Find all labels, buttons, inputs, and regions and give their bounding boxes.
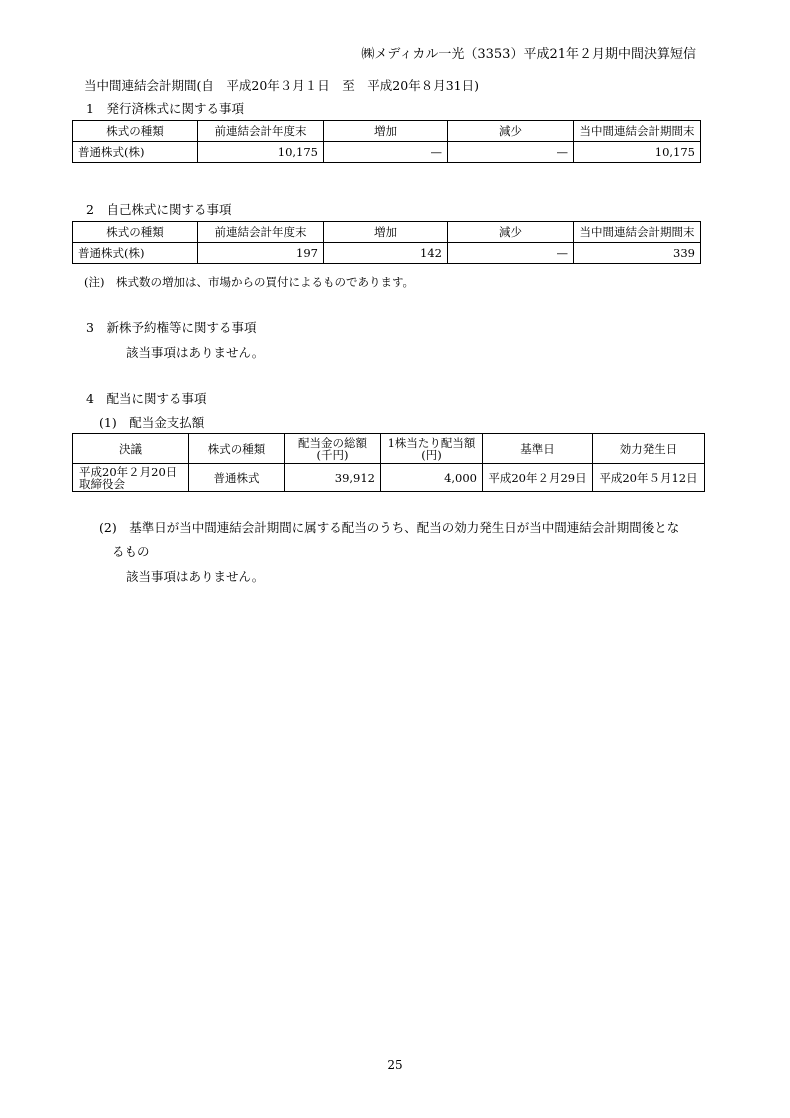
section2-title: 2 自己株式に関する事項 bbox=[86, 202, 232, 217]
header-cell: 増加 bbox=[324, 222, 448, 243]
table-cell bbox=[73, 464, 189, 492]
header-cell bbox=[285, 434, 381, 464]
header-cell: 株式の種類 bbox=[73, 222, 198, 243]
resolution-line: 平成20年２月20日 bbox=[79, 464, 178, 479]
header-cell: 決議 bbox=[73, 434, 189, 464]
header-cell: 当中間連結会計期間末 bbox=[574, 121, 701, 142]
section4-sub1-title: (1) 配当金支払額 bbox=[99, 415, 205, 430]
table-cell: — bbox=[324, 142, 448, 163]
header-cell: 株式の種類 bbox=[73, 121, 198, 142]
table-cell: — bbox=[448, 142, 574, 163]
treasury-note: (注) 株式数の増加は、市場からの買付によるものであります。 bbox=[84, 275, 415, 289]
section3-body: 該当事項はありません。 bbox=[126, 345, 265, 360]
section4-sub2-line2: るもの bbox=[112, 544, 150, 559]
table-cell: 39,912 bbox=[285, 464, 381, 492]
table-cell: 10,175 bbox=[198, 142, 324, 163]
issued-shares-table bbox=[72, 120, 701, 163]
dividend-table bbox=[72, 433, 705, 492]
header-line: (円) bbox=[421, 447, 442, 462]
section4-sub2-body: 該当事項はありません。 bbox=[126, 569, 265, 584]
header-cell: 前連結会計年度末 bbox=[198, 222, 324, 243]
resolution-line: 取締役会 bbox=[79, 476, 125, 491]
header-cell: 基準日 bbox=[483, 434, 593, 464]
table-cell: 339 bbox=[574, 243, 701, 264]
header-cell: 前連結会計年度末 bbox=[198, 121, 324, 142]
table-cell: 4,000 bbox=[381, 464, 483, 492]
table-header-row bbox=[73, 434, 705, 464]
section4-sub2-line1: (2) 基準日が当中間連結会計期間に属する配当のうち、配当の効力発生日が当中間連結会計期間後とな bbox=[99, 520, 680, 535]
table-cell: 平成20年５月12日 bbox=[593, 464, 705, 492]
header-cell: 株式の種類 bbox=[189, 434, 285, 464]
treasury-shares-table bbox=[72, 221, 701, 264]
table-row bbox=[73, 464, 705, 492]
header-cell bbox=[381, 434, 483, 464]
section3-title: 3 新株予約権等に関する事項 bbox=[86, 320, 257, 335]
header-line: 配当金の総額 bbox=[298, 435, 367, 450]
header-line: (千円) bbox=[316, 447, 349, 462]
table-cell: 142 bbox=[324, 243, 448, 264]
table-header-row bbox=[73, 222, 701, 243]
accounting-period: 当中間連結会計期間(自 平成20年３月１日 至 平成20年８月31日) bbox=[84, 78, 479, 93]
table-cell: 普通株式(株) bbox=[73, 142, 198, 163]
header-line: 1株当たり配当額 bbox=[387, 435, 476, 450]
table-cell: 普通株式 bbox=[189, 464, 285, 492]
page-number: 25 bbox=[387, 1058, 403, 1072]
table-header-row bbox=[73, 121, 701, 142]
table-cell: 平成20年２月29日 bbox=[483, 464, 593, 492]
header-cell: 効力発生日 bbox=[593, 434, 705, 464]
table-cell: 197 bbox=[198, 243, 324, 264]
header-cell: 減少 bbox=[448, 121, 574, 142]
header-cell: 増加 bbox=[324, 121, 448, 142]
document-header: ㈱メディカル一光（3353）平成21年２月期中間決算短信 bbox=[361, 47, 696, 62]
table-cell: 普通株式(株) bbox=[73, 243, 198, 264]
table-row bbox=[73, 243, 701, 264]
table-cell: — bbox=[448, 243, 574, 264]
table-cell: 10,175 bbox=[574, 142, 701, 163]
table-row bbox=[73, 142, 701, 163]
section1-title: 1 発行済株式に関する事項 bbox=[86, 101, 244, 116]
section4-title: 4 配当に関する事項 bbox=[86, 391, 207, 406]
header-cell: 当中間連結会計期間末 bbox=[574, 222, 701, 243]
header-cell: 減少 bbox=[448, 222, 574, 243]
